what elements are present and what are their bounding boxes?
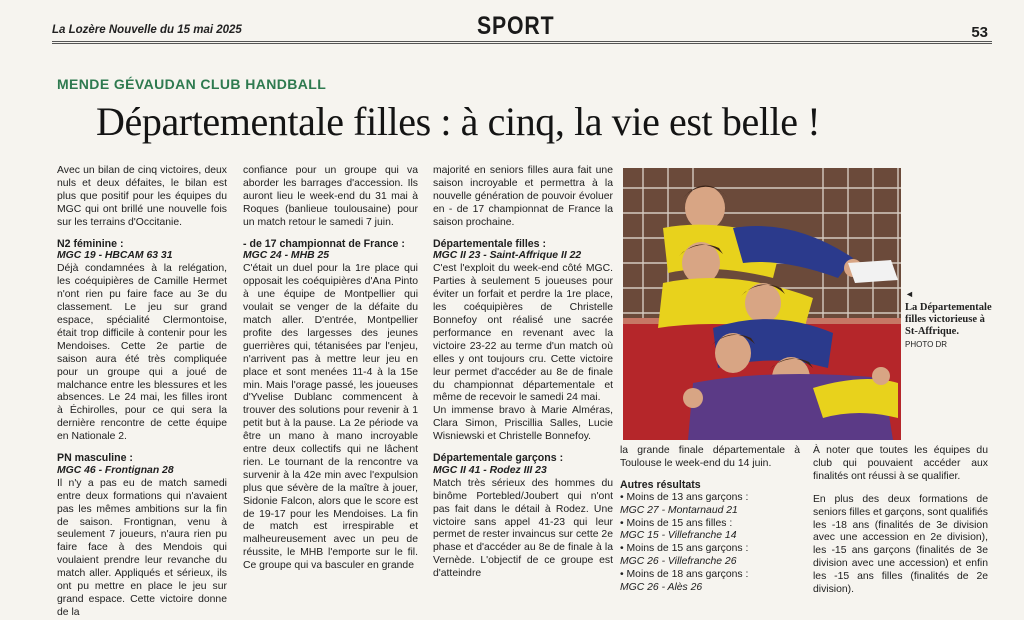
column-4: [620, 445, 800, 610]
dg-score: MGC II 41 - Rodez III 23: [433, 464, 547, 476]
column-3: [433, 165, 613, 605]
dg-paragraph: Match très sérieux des hommes du binôme Portebled/Joubert qui n'ont pas fait dans le détail à Rodez. Une victoire sans appel 41-23 qui leur permet de rester invaincus sur cette 2e phase et d'accéder au 8e de finale à la Vernède. L'objectif de ce groupe est d'atteindre: [433, 477, 613, 580]
team-photo-illustration: [623, 168, 901, 440]
result-score: MGC 26 - Villefranche 26: [620, 556, 737, 568]
df-bravo-paragraph: Un immense bravo à Marie Alméras, Clara Simon, Priscillia Salles, Lucie Wisniewski et Christelle Bonnefoy.: [433, 405, 613, 443]
result-category: • Moins de 15 ans filles :: [620, 517, 733, 529]
result-category: • Moins de 18 ans garçons :: [620, 569, 749, 581]
n2-subhead: N2 féminine :: [57, 237, 124, 250]
barrages-paragraph: confiance pour un groupe qui va aborder les barrages d'accession. Ils auront lieu le week-end du 31 mai à Roques (banlieue toulousaine) pour un match retour le samedi 7 juin.: [243, 165, 418, 228]
caption-pointer-icon: ◄: [905, 289, 914, 299]
pn-paragraph: Il n'y a pas eu de match samedi entre deux formations qui n'avaient pas les mêmes ambitions sur la fin de saison. Frontignan, venu à seulement 7 joueurs, n'aura rien pu faire face à des Mendois qui voulaient prendre leur revanche du match aller. Appliqués et sérieux, ils ont pu mettre en place le jeu sur grand espace. Cette victoire donne de la: [57, 477, 227, 618]
team-photo: [623, 168, 901, 440]
qualification-paragraph: À noter que toutes les équipes du club qui pouvaient accéder aux finalités ont réussi à se qualifier.: [813, 445, 988, 482]
page-number: 53: [971, 24, 988, 41]
n2-score: MGC 19 - HBCAM 63 31: [57, 250, 173, 262]
result-score: MGC 27 - Montarnaud 21: [620, 504, 738, 516]
df-subhead: Départementale filles :: [433, 237, 547, 250]
result-category: • Moins de 13 ans garçons :: [620, 491, 749, 503]
intro-paragraph: Avec un bilan de cinq victoires, deux nuls et deux défaites, le bilan est plus que positif pour les équipes du MGC qui ont brillé une nouvelle fois sur les terrains d'Occitanie.: [57, 165, 227, 228]
result-category: • Moins de 15 ans garçons :: [620, 543, 749, 555]
pn-score: MGC 46 - Frontignan 28: [57, 464, 174, 476]
header-rule: [52, 41, 992, 42]
caption-text: La Départementale filles victorieuse à St-Affrique.: [905, 302, 992, 337]
seniors-paragraph: majorité en seniors filles aura fait une saison incroyable et permettra à la nouvelle génération de pouvoir évoluer en - de 17 championnat de France la saison prochaine.: [433, 165, 613, 228]
column-1: [57, 165, 227, 618]
u17-paragraph: C'était un duel pour la 1re place qui opposait les coéquipières d'Ana Pinto à une équipe de Montpellier qui voulait se venger de la défaite du match aller. D'entrée, Montpellier profite des largesses des jeunes guerrières qui, tétanisées par l'enjeu, n'arrivent pas à mettre leur jeu en place et sont menées 11-4 à la 15e min. Mais l'orage passé, les joueuses d'Yvelise Dublanc commencent à trouver des solutions pour revenir à 1 petit but à la pause. La 2e période va être un mano à mano incroyable entre deux collectifs qui ne lâchent rien. Le tournant de la rencontre va survenir à la 42e min avec l'expulsion plus que sévère de la maître à jouer, Sidonie Falcon, alors que le score est de 19-17 pour les Mendoises. La fin de match est irrespirable et malheureusement avec un peu de réussite, le MHB l'emporte sur le fil. Ce groupe qui va basculer en grande: [243, 263, 418, 572]
section-title: SPORT: [477, 12, 555, 40]
result-score: MGC 15 - Villefranche 14: [620, 530, 737, 542]
u17-subhead: - de 17 championnat de France :: [243, 237, 405, 250]
newspaper-date: La Lozère Nouvelle du 15 mai 2025: [52, 24, 242, 36]
result-item: [620, 518, 800, 544]
df-score: MGC II 23 - Saint-Affrique II 22: [433, 250, 582, 262]
article-headline: Départementale filles : à cinq, la vie est belle !: [96, 99, 821, 144]
results-subhead: Autres résultats: [620, 478, 701, 491]
df-paragraph: C'est l'exploit du week-end côté MGC. Parties à seulement 5 joueuses pour éviter un forfait et perdre la 1re place, les coéquipières de Christelle Bonnefoy ont réalisé une sacrée performance en revenant avec la victoire 23-22 au terme d'un match où elles y ont toujours cru. Cette victoire leur permet d'accéder au 8e de finale du championnat départementale et même de recevoir le samedi 24 mai.: [433, 263, 613, 404]
column-2: [243, 165, 418, 605]
result-item: [620, 543, 800, 569]
finale-paragraph: la grande finale départementale à Toulouse le week-end du 14 juin.: [620, 445, 800, 469]
header-rule-double: [52, 43, 992, 44]
dg-subhead: Départementale garçons :: [433, 452, 564, 465]
formations-paragraph: En plus des deux formations de seniors filles et garçons, sont qualifiés les -18 ans (finalités de 3e division avec une accession en 2e division), les -15 ans garçons (finalités de 3e division avec une accession) et enfin les -15 ans filles (finalités de 2e division).: [813, 493, 988, 596]
n2-paragraph: Déjà condamnées à la relégation, les coéquipières de Camille Hermet n'ont rien pu faire face au 3e du classement. Le jeu sur grand espace, spécialité Clermontoise, était trop difficile à contenir pour les Mendoises. Cette 2e partie de saison aura été très compliquée pour un groupe qui a joué de malchance entre les blessures et les absences. Le 24 mai, les filles iront à Échirolles, pour ce qui sera la dernière rencontre de cette équipe en Nationale 2.: [57, 263, 227, 443]
column-5: [813, 445, 988, 610]
photo-credit: PHOTO DR: [905, 340, 948, 349]
photo-caption: [905, 288, 995, 351]
result-item: [620, 492, 800, 518]
article-kicker: MENDE GÉVAUDAN CLUB HANDBALL: [57, 76, 327, 92]
pn-subhead: PN masculine :: [57, 452, 133, 465]
result-item: [620, 569, 800, 595]
result-score: MGC 26 - Alès 26: [620, 582, 703, 594]
u17-score: MGC 24 - MHB 25: [243, 250, 330, 262]
results-list: [620, 492, 800, 595]
